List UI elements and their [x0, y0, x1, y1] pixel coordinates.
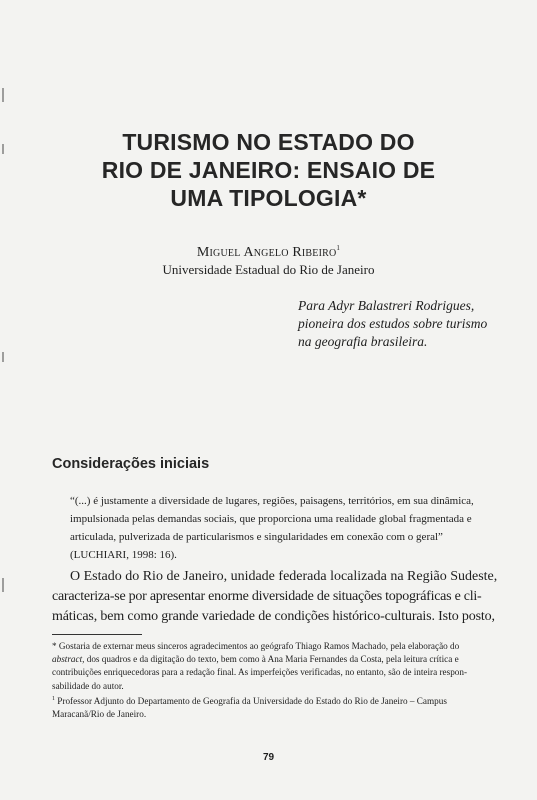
author-affiliation: Universidade Estadual do Rio de Janeiro: [162, 262, 375, 277]
scan-artifact: [2, 578, 4, 592]
author-block: [0, 240, 537, 278]
body-line: máticas, bem como grande variedade de condições histórico-culturais. Isto posto,: [52, 609, 495, 624]
title-line: UMA TIPOLOGIA*: [170, 185, 367, 211]
quote-line: articulada, pulverizada de particularismos e singularidades em conexão com o geral”: [70, 531, 443, 543]
body-line: O Estado do Rio de Janeiro, unidade federada localizada na Região Sudeste,: [70, 569, 498, 584]
footnote-marker: 1: [52, 695, 55, 702]
dedication-line: pioneira dos estudos sobre turismo: [298, 316, 488, 331]
footnote-line: sabilidade do autor.: [52, 680, 124, 691]
body-line: caracteriza-se por apresentar enorme diversidade de situações topográficas e cli-: [52, 589, 482, 604]
epigraph-quote: [70, 492, 490, 564]
quote-line: (LUCHIARI, 1998: 16).: [70, 549, 177, 561]
footnote-italic-word: abstract,: [52, 654, 85, 665]
footnote-line: abstract, dos quadros e da digitação do texto, bem como à Ana Maria Fernandes da Costa, pela leitura crítica e: [52, 654, 459, 665]
author-name: Miguel Angelo Ribeiro$^1$: [196, 244, 341, 260]
page-number: 79: [262, 752, 275, 763]
dedication-line: Para Adyr Balastreri Rodrigues,: [298, 298, 475, 313]
footnote-divider: [52, 634, 142, 635]
body-paragraph: [52, 567, 504, 627]
scan-artifact: [2, 88, 4, 102]
footnote-line: contribuições enriquecedoras para a redação final. As imperfeições verificadas, no entanto, são de inteira respon-: [52, 667, 468, 678]
footnote-line: * Gostaria de externar meus sinceros agradecimentos ao geógrafo Thiago Ramos Machado, pela elaboração do: [52, 641, 460, 651]
title-line: TURISMO NO ESTADO DO: [122, 129, 415, 155]
section-heading: Considerações iniciais: [52, 456, 210, 472]
footnote-line: Maracanã/Rio de Janeiro.: [52, 709, 147, 720]
scan-artifact: [2, 352, 4, 362]
quote-line: impulsionada pelas demandas sociais, que proporciona uma realidade global fragmentada e: [70, 513, 472, 525]
dedication: [298, 297, 528, 351]
title-line: RIO DE JANEIRO: ENSAIO DE: [101, 157, 436, 183]
footnote-line: $^1$ Professor Adjunto do Departamento de Geografia da Universidade do Estado do Rio de Janeiro – Campus: [52, 695, 447, 706]
footnotes: [52, 640, 508, 721]
dedication-line: na geografia brasileira.: [298, 334, 428, 349]
quote-line: “(...) é justamente a diversidade de lugares, regiões, paisagens, territórios, em sua dinâmica,: [70, 495, 474, 507]
article-title: [0, 128, 537, 212]
author-note-marker: 1: [336, 244, 341, 252]
